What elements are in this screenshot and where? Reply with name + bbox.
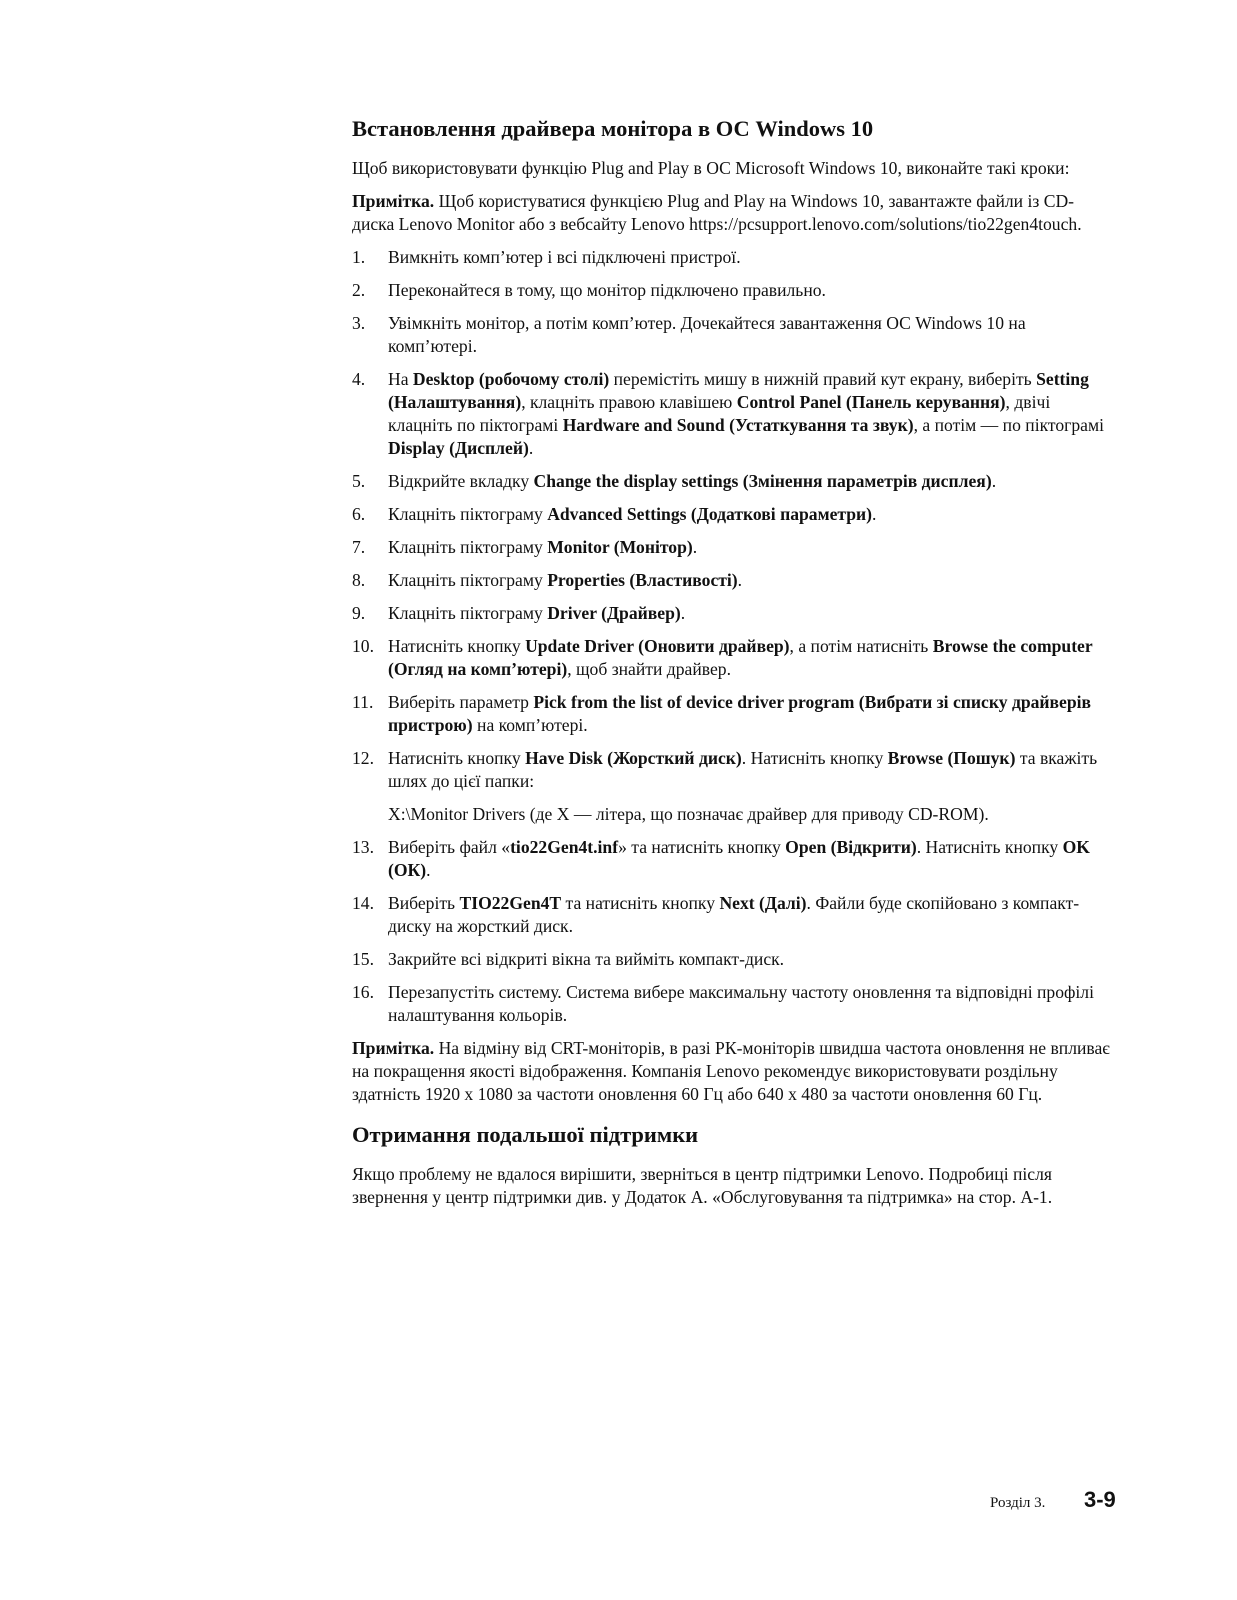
step-text [388, 636, 1092, 679]
step-bold-term: Driver (Драйвер) [547, 603, 681, 623]
step-bold-term: Change the display settings (Змінення параметрів дисплея) [533, 471, 992, 491]
step-bold-term: Have Disk (Жорсткий диск) [525, 748, 742, 768]
step-text-run: . [680, 603, 686, 623]
step-text [388, 471, 996, 491]
list-item [352, 836, 1112, 882]
step-text-run: . [737, 570, 743, 590]
intro-paragraph: Щоб використовувати функцію Plug and Play в ОС Microsoft Windows 10, виконайте такі кроки: [352, 158, 1070, 178]
step-text-run: . [991, 471, 997, 491]
list-item [352, 602, 1112, 625]
step-number: 8. [352, 570, 366, 590]
step-text-run: . [692, 537, 698, 557]
list-item [352, 470, 1112, 493]
note-text: На відміну від CRT-моніторів, в разі РК-моніторів швидша частота оновлення не впливає на покращення якості відображення. Компанія Lenovo рекомендує використовувати роздільну здатність 1920 x 1080 за частоти оновлення 60 Гц або 640 x 480 за частоти оновлення 60 Гц. [352, 1038, 1110, 1104]
step-bold-term: Advanced Settings (Додаткові параметри) [547, 504, 873, 524]
step-number: 12. [352, 748, 374, 768]
note-label: Примітка. [352, 191, 435, 211]
step-text-run: » та натисніть кнопку [618, 837, 786, 857]
step-text-run: . Натисніть кнопку [741, 748, 888, 768]
step-text-run: Виберіть параметр [388, 692, 534, 712]
list-item [352, 691, 1112, 737]
step-number: 6. [352, 504, 366, 524]
step-number: 5. [352, 471, 366, 491]
step-number: 4. [352, 369, 366, 389]
step-bold-term: tio22Gen4t.inf [510, 837, 619, 857]
step-bold-term: Pick from the list of device driver program (Вибрати зі списку драйверів пристрою) [388, 692, 1092, 735]
step-text-run: на комп’ютері. [472, 715, 588, 735]
step-bold-term: Setting (Налаштування) [388, 369, 1089, 412]
list-item [352, 569, 1112, 592]
step-text-run: , а потім — по піктограмі [913, 415, 1105, 435]
note-paragraph [352, 190, 1112, 236]
list-item [352, 536, 1112, 559]
step-text-run: . Натисніть кнопку [916, 837, 1063, 857]
step-text-run: , а потім натисніть [789, 636, 933, 656]
step-text-run: , двічі клацніть по піктограмі [388, 392, 1051, 435]
step-number: 16. [352, 982, 374, 1002]
step-text [388, 313, 1026, 356]
step-text [388, 504, 876, 524]
step-bold-term: Next (Далі) [719, 893, 807, 913]
list-item [352, 948, 1112, 971]
step-text [388, 748, 1097, 791]
step-bold-term: Open (Відкрити) [785, 837, 917, 857]
list-item [352, 635, 1112, 681]
step-text [388, 837, 1090, 880]
step-text-run: Клацніть піктограму [388, 603, 548, 623]
step-text-run: Натисніть кнопку [388, 636, 526, 656]
list-item [352, 503, 1112, 526]
step-bold-term: Display (Дисплей) [388, 438, 529, 458]
step-text [388, 247, 741, 267]
step-text-run: Вимкніть комп’ютер і всі підключені пристрої. [388, 247, 741, 267]
step-bold-term: Browse (Пошук) [887, 748, 1016, 768]
section-heading-support: Отримання подальшої підтримки [352, 1122, 699, 1147]
step-text [388, 893, 1079, 936]
step-bold-term: Hardware and Sound (Устаткування та звук) [562, 415, 914, 435]
step-number: 15. [352, 949, 374, 969]
step-text-run: Клацніть піктограму [388, 537, 548, 557]
list-item [352, 981, 1112, 1027]
step-text-run: . [872, 504, 877, 524]
footer-section-label: Розділ 3. [990, 1495, 1046, 1511]
step-text-run: Виберіть файл « [388, 837, 511, 857]
step-number: 7. [352, 537, 366, 557]
step-text-run: та вкажіть шлях до цієї папки: [388, 748, 1098, 791]
step-text-run: . Файли буде скопійовано з компакт-диску на жорсткий диск. [388, 893, 1080, 936]
step-text-run: На [388, 369, 413, 389]
step-number: 2. [352, 280, 366, 300]
step-text-run: , щоб знайти драйвер. [567, 659, 731, 679]
list-item [352, 279, 1112, 302]
step-text [388, 692, 1091, 735]
step-text [388, 369, 1104, 458]
step-text-run: Відкрийте вкладку [388, 471, 534, 491]
step-text [388, 603, 685, 623]
step-number: 11. [352, 692, 374, 712]
step-text-run: . [426, 860, 431, 880]
step-number: 1. [352, 247, 366, 267]
step-bold-term: Control Panel (Панель керування) [736, 392, 1006, 412]
note-paragraph-refresh [352, 1037, 1112, 1106]
step-text-run: Перезапустіть систему. Система вибере максимальну частоту оновлення та відповідні профілі налаштування кольорів. [388, 982, 1094, 1025]
list-item [352, 747, 1112, 826]
step-text [388, 537, 697, 557]
step-text-run: Виберіть [388, 893, 460, 913]
step-text-run: Увімкніть монітор, а потім комп’ютер. Дочекайтеся завантаження ОС Windows 10 на комп’ютері. [388, 313, 1026, 356]
step-text-run: Переконайтеся в тому, що монітор підключено правильно. [388, 280, 826, 300]
step-text [388, 982, 1094, 1025]
note-label: Примітка. [352, 1038, 435, 1058]
support-paragraph: Якщо проблему не вдалося вирішити, зверніться в центр підтримки Lenovo. Подробиці після звернення у центр підтримки див. у Додаток A. «Обслуговування та підтримка» на стор. A-1. [352, 1164, 1053, 1207]
step-bold-term: OK (ОК) [388, 837, 1090, 880]
step-text-run: перемістіть мишу в нижній правий кут екрану, виберіть [609, 369, 1037, 389]
step-bold-term: Desktop (робочому столі) [412, 369, 610, 389]
step-text-run: Закрийте всі відкриті вікна та вийміть компакт-диск. [388, 949, 785, 969]
step-number: 9. [352, 603, 366, 623]
step-bold-term: TIO22Gen4T [459, 893, 562, 913]
section-heading-driver-install: Встановлення драйвера монітора в ОС Windows 10 [352, 116, 874, 141]
list-item [352, 368, 1112, 460]
note-text: Щоб користуватися функцією Plug and Play на Windows 10, завантажте файли із CD-диска Lenovo Monitor або з вебсайту Lenovo https://pcsupport.lenovo.com/solutions/tio22gen4touch. [352, 191, 1082, 234]
step-text-run: Клацніть піктограму [388, 570, 548, 590]
steps-list [352, 246, 1112, 1027]
step-number: 14. [352, 893, 374, 913]
step-text-run: Натисніть кнопку [388, 748, 526, 768]
list-item [352, 246, 1112, 269]
step-text-run: та натисніть кнопку [561, 893, 720, 913]
step-bold-term: Browse the computer (Огляд на комп’ютері) [388, 636, 1093, 679]
step-bold-term: Update Driver (Оновити драйвер) [525, 636, 790, 656]
step-text [388, 949, 784, 969]
list-item [352, 892, 1112, 938]
step-number: 10. [352, 636, 374, 656]
step-text-run: . [528, 438, 534, 458]
list-item [352, 312, 1112, 358]
folder-path-text: X:\Monitor Drivers (де X — літера, що позначає драйвер для приводу CD-ROM). [388, 804, 989, 824]
step-bold-term: Monitor (Монітор) [547, 537, 693, 557]
step-bold-term: Properties (Властивості) [547, 570, 738, 590]
step-number: 13. [352, 837, 374, 857]
step-text-run: , клацніть правою клавішею [521, 392, 737, 412]
step-number: 3. [352, 313, 366, 333]
document-body [352, 114, 1112, 1219]
page-number: 3-9 [1084, 1487, 1116, 1512]
step-text-run: Клацніть піктограму [388, 504, 548, 524]
step-text [388, 570, 742, 590]
step-text [388, 280, 826, 300]
